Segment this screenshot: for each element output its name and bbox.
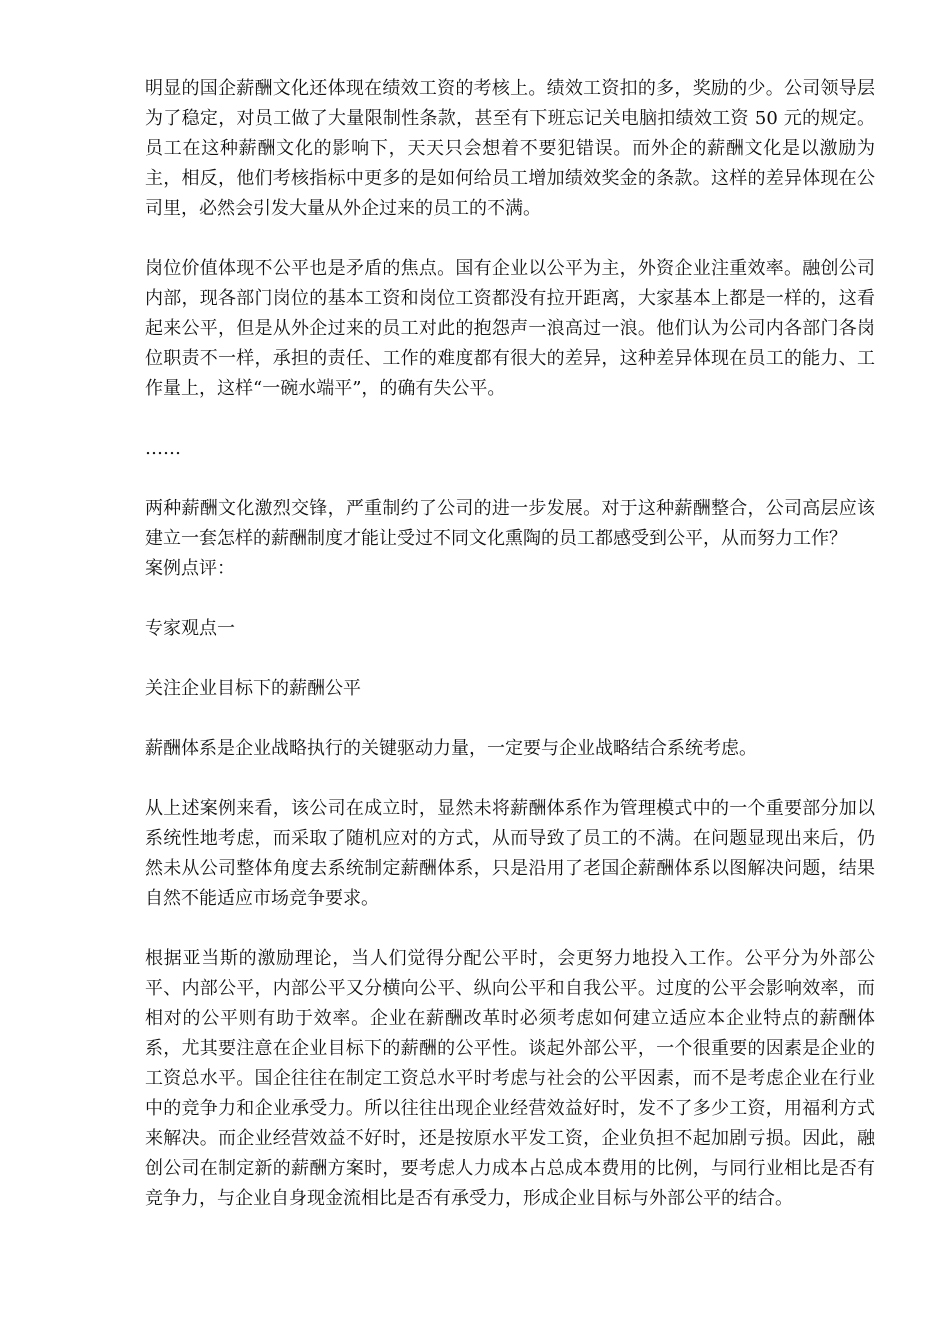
spacer	[145, 764, 875, 794]
paragraph-culture-clash: 两种薪酬文化激烈交锋，严重制约了公司的进一步发展。对于这种薪酬整合，公司高层应该建立一套怎样的薪酬制度才能让受过不同文化熏陶的员工都感受到公平，从而努力工作？	[145, 498, 875, 549]
document-page	[145, 74, 875, 1214]
spacer	[145, 644, 875, 674]
spacer	[145, 704, 875, 734]
section-title: 关注企业目标下的薪酬公平	[145, 678, 361, 699]
paragraph-case-analysis: 从上述案例来看，该公司在成立时，显然未将薪酬体系作为管理模式中的一个重要部分加以系统性地考虑，而采取了随机应对的方式，从而导致了员工的不满。在问题显现出来后，仍然未从公司整体角度去系统制定薪酬体系，只是沿用了老国企薪酬体系以图解决问题，结果自然不能适应市场竞争要求。	[145, 798, 875, 909]
spacer	[145, 464, 875, 494]
spacer	[145, 404, 875, 434]
spacer	[145, 914, 875, 944]
ellipsis-text: ……	[145, 438, 181, 459]
paragraph-strategy-driver: 薪酬体系是企业战略执行的关键驱动力量，一定要与企业战略结合系统考虑。	[145, 738, 757, 759]
spacer	[145, 224, 875, 254]
paragraph-performance-pay: 明显的国企薪酬文化还体现在绩效工资的考核上。绩效工资扣的多，奖励的少。公司领导层为了稳定，对员工做了大量限制性条款，甚至有下班忘记关电脑扣绩效工资 50 元的规定。员工在这种薪酬文化的影响下，天天只会想着不要犯错误。而外企的薪酬文化是以激励为主，相反，他们考核指标中更多的是如何给员工增加绩效奖金的条款。这样的差异体现在公司里，必然会引发大量从外企过来的员工的不满。	[145, 78, 875, 219]
paragraph-position-value: 岗位价值体现不公平也是矛盾的焦点。国有企业以公平为主，外资企业注重效率。融创公司内部，现各部门岗位的基本工资和岗位工资都没有拉开距离，大家基本上都是一样的，这看起来公平，但是从外企过来的员工对此的抱怨声一浪高过一浪。他们认为公司内各部门各岗位职责不一样，承担的责任、工作的难度都有很大的差异，这种差异体现在员工的能力、工作量上，这样“一碗水端平”，的确有失公平。	[145, 258, 875, 399]
expert-view-heading: 专家观点一	[145, 618, 235, 639]
spacer	[145, 584, 875, 614]
case-review-label: 案例点评：	[145, 558, 235, 579]
paragraph-adams-theory: 根据亚当斯的激励理论，当人们觉得分配公平时，会更努力地投入工作。公平分为外部公平、内部公平，内部公平又分横向公平、纵向公平和自我公平。过度的公平会影响效率，而相对的公平则有助于效率。企业在薪酬改革时必须考虑如何建立适应本企业特点的薪酬体系，尤其要注意在企业目标下的薪酬的公平性。谈起外部公平，一个很重要的因素是企业的工资总水平。国企往往在制定工资总水平时考虑与社会的公平因素，而不是考虑企业在行业中的竞争力和企业承受力。所以往往出现企业经营效益好时，发不了多少工资，用福利方式来解决。而企业经营效益不好时，还是按原水平发工资，企业负担不起加剧亏损。因此，融创公司在制定新的薪酬方案时，要考虑人力成本占总成本费用的比例，与同行业相比是否有竞争力，与企业自身现金流相比是否有承受力，形成企业目标与外部公平的结合。	[145, 948, 875, 1209]
